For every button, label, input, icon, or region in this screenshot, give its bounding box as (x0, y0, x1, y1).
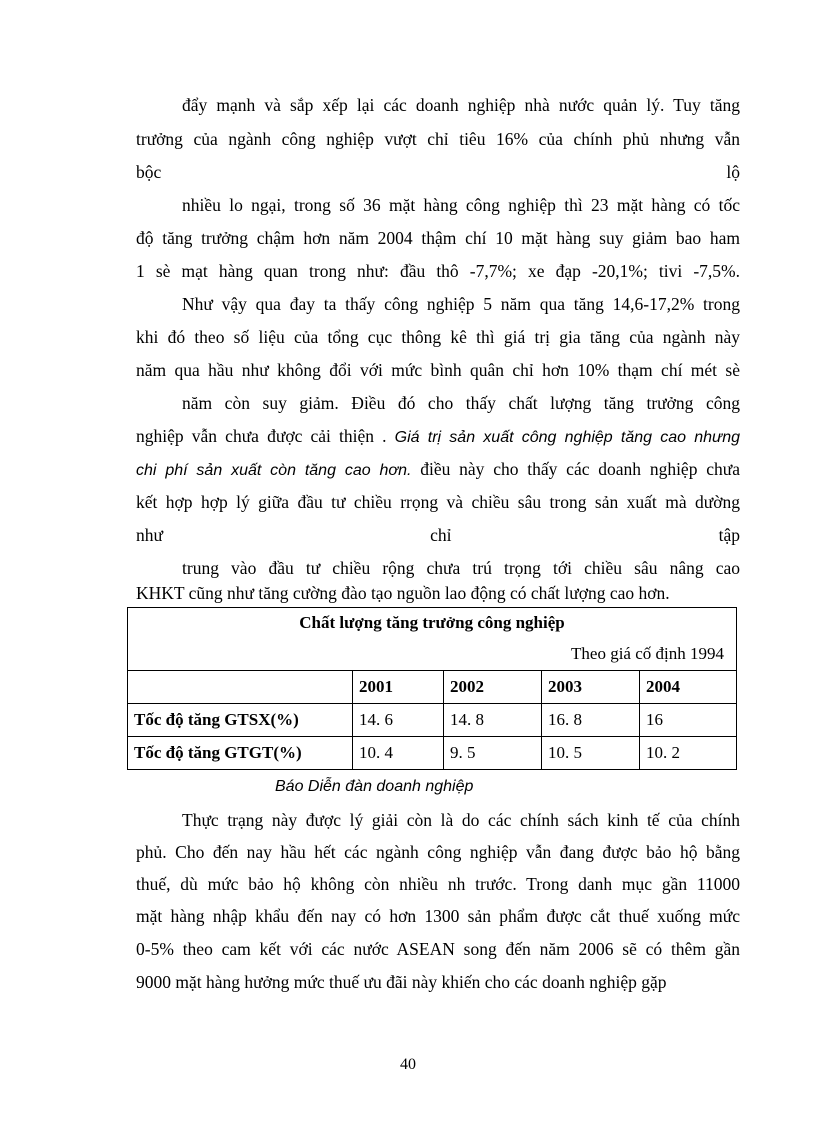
table-row (128, 704, 737, 737)
paragraph-line: năm qua hầu như không đổi với mức bình quân chỉ hơn 10% thạm chí mét sè (136, 360, 740, 380)
paragraph-line: khi đó theo số liệu của tổng cục thông kê thì giá trị gia tăng của ngành này (136, 327, 740, 347)
table-cell: 9. 5 (444, 737, 542, 770)
paragraph-line (136, 156, 740, 189)
table-note-row (128, 638, 737, 671)
paragraph-text: điều này cho thấy các doanh nghiệp chưa (420, 459, 741, 479)
table-cell: 10. 5 (542, 737, 640, 770)
paragraph-line: KHKT cũng như tăng cường đào tạo nguồn lao động có chất lượng cao hơn. (136, 583, 670, 603)
paragraph-word: chỉ (430, 525, 452, 545)
paragraph-line: 1 sè mạt hàng quan trong như: đầu thô -7,7%; xe đạp -20,1%; tivi -7,5%. (136, 261, 740, 281)
paragraph-line: kết hợp hợp lý giữa đầu tư chiều rrọng và chiều sâu trong sản xuất mà dường (136, 492, 740, 512)
table-cell: 16 (640, 704, 737, 737)
paragraph-line: trung vào đầu tư chiều rộng chưa trú trọng tới chiều sâu nâng cao (182, 558, 740, 578)
table-note: Theo giá cố định 1994 (128, 638, 737, 671)
paragraph-italic-text: Giá trị sản xuất công nghiệp tăng cao nhưng (394, 429, 740, 446)
table-header-row (128, 671, 737, 704)
table-cell: 10. 4 (353, 737, 444, 770)
paragraph-text: nghiệp vẫn chưa được cải thiện . (136, 426, 387, 446)
paragraph-line: trưởng của ngành công nghiệp vượt chỉ tiêu 16% của chính phủ nhưng vẫn (136, 129, 740, 149)
table-title-row (128, 608, 737, 639)
table-header-year: 2001 (353, 671, 444, 704)
paragraph-line (136, 420, 740, 453)
table-row-label: Tốc độ tăng GTGT(%) (128, 737, 353, 770)
paragraph-line: năm còn suy giảm. Điều đó cho thấy chất lượng tăng trưởng công (182, 393, 740, 413)
paragraph-line: 9000 mặt hàng hưởng mức thuế ưu đãi này khiến cho các doanh nghiệp gặp (136, 972, 667, 992)
paragraph-line: 0-5% theo cam kết với các nước ASEAN song đến năm 2006 sẽ có thêm gần (136, 939, 740, 959)
paragraph-italic-text: chi phí sản xuất còn tăng cao hơn. (136, 462, 412, 479)
table-header-empty (128, 671, 353, 704)
table-row-label: Tốc độ tăng GTSX(%) (128, 704, 353, 737)
table-header-year: 2004 (640, 671, 737, 704)
paragraph-line: phủ. Cho đến nay hầu hết các ngành công nghiệp vẫn đang được bảo hộ bằng (136, 842, 740, 862)
paragraph-word: tập (718, 525, 740, 545)
paragraph-word: như (136, 525, 163, 545)
paragraph-line: nhiều lo ngại, trong số 36 mặt hàng công nghiệp thì 23 mặt hàng có tốc (182, 195, 740, 215)
table-cell: 14. 8 (444, 704, 542, 737)
table-row (128, 737, 737, 770)
growth-quality-table (127, 607, 737, 770)
paragraph-line: mặt hàng nhập khẩu đến nay có hơn 1300 sản phẩm được cắt thuế xuống mức (136, 906, 740, 926)
page-number: 40 (400, 1056, 416, 1073)
table-cell: 16. 8 (542, 704, 640, 737)
table-header-year: 2003 (542, 671, 640, 704)
paragraph-line (136, 519, 740, 552)
paragraph-line: thuế, dù mức bảo hộ không còn nhiều nh trước. Trong danh mục gần 11000 (136, 874, 740, 894)
paragraph-line: độ tăng trưởng chậm hơn năm 2004 thậm chí 10 mặt hàng suy giảm bao ham (136, 228, 740, 248)
table-cell: 14. 6 (353, 704, 444, 737)
paragraph-word: bộc (136, 162, 162, 182)
table-cell: 10. 2 (640, 737, 737, 770)
paragraph-line: đẩy mạnh và sắp xếp lại các doanh nghiệp nhà nước quản lý. Tuy tăng (182, 95, 740, 115)
paragraph-word: lộ (726, 162, 740, 182)
paragraph-line: Thực trạng này được lý giải còn là do các chính sách kinh tế của chính (182, 810, 740, 830)
paragraph-line: Như vậy qua đay ta thấy công nghiệp 5 năm qua tăng 14,6-17,2% trong (182, 294, 740, 314)
table-header-year: 2002 (444, 671, 542, 704)
table-title: Chất lượng tăng trưởng công nghiệp (128, 608, 737, 639)
table-source: Báo Diễn đàn doanh nghiệp (275, 778, 474, 795)
paragraph-line (136, 453, 740, 486)
